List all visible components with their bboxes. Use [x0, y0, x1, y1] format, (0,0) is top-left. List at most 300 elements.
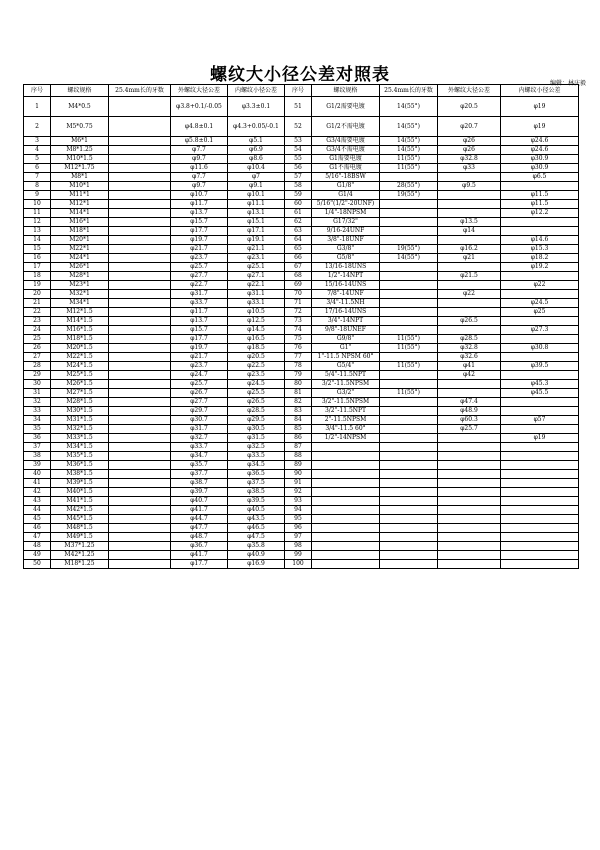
table-row [24, 299, 579, 308]
table-row [24, 524, 579, 533]
major-diameter-tolerance: φ25.7 [171, 263, 228, 272]
table-row [24, 497, 579, 506]
thread-spec: M22*1.5 [51, 353, 109, 362]
table-row [24, 155, 579, 164]
threads-per-inch [109, 218, 171, 227]
major-diameter-tolerance: φ17.7 [171, 560, 228, 569]
threads-per-inch [380, 407, 438, 416]
row-number: 94 [285, 506, 312, 515]
minor-diameter-tolerance [501, 371, 579, 380]
row-number: 36 [24, 434, 51, 443]
row-number: 22 [24, 308, 51, 317]
thread-spec [312, 533, 380, 542]
major-diameter-tolerance [438, 452, 501, 461]
row-number: 97 [285, 533, 312, 542]
thread-spec: M32*1.5 [51, 425, 109, 434]
table-row [24, 317, 579, 326]
minor-diameter-tolerance: φ25.1 [228, 263, 285, 272]
minor-diameter-tolerance [501, 515, 579, 524]
thread-spec: 3/4"-11.5NH [312, 299, 380, 308]
minor-diameter-tolerance: φ6.9 [228, 146, 285, 155]
threads-per-inch [109, 173, 171, 182]
minor-diameter-tolerance: φ10.1 [228, 191, 285, 200]
thread-spec [312, 560, 380, 569]
thread-spec: M24*1 [51, 254, 109, 263]
minor-diameter-tolerance: φ17.1 [228, 227, 285, 236]
thread-spec: M20*1 [51, 236, 109, 245]
threads-per-inch [109, 191, 171, 200]
threads-per-inch [380, 218, 438, 227]
major-diameter-tolerance: φ32.6 [438, 353, 501, 362]
table-row [24, 191, 579, 200]
threads-per-inch [109, 97, 171, 117]
row-number: 23 [24, 317, 51, 326]
row-number: 85 [285, 425, 312, 434]
major-diameter-tolerance: φ17.7 [171, 335, 228, 344]
row-number: 11 [24, 209, 51, 218]
minor-diameter-tolerance [501, 524, 579, 533]
table-row [24, 488, 579, 497]
threads-per-inch [380, 398, 438, 407]
row-number: 89 [285, 461, 312, 470]
major-diameter-tolerance: φ26 [438, 137, 501, 146]
row-number: 27 [24, 353, 51, 362]
row-number: 74 [285, 326, 312, 335]
row-number: 44 [24, 506, 51, 515]
major-diameter-tolerance: φ32.8 [438, 344, 501, 353]
major-diameter-tolerance: φ17.7 [171, 227, 228, 236]
minor-diameter-tolerance: φ25.5 [228, 389, 285, 398]
row-number: 52 [285, 117, 312, 137]
minor-diameter-tolerance: φ39.5 [228, 497, 285, 506]
row-number: 3 [24, 137, 51, 146]
thread-spec: G3/2" [312, 389, 380, 398]
minor-diameter-tolerance: φ11.1 [228, 200, 285, 209]
threads-per-inch [109, 560, 171, 569]
table-row [24, 137, 579, 146]
row-number: 13 [24, 227, 51, 236]
thread-spec: 2"-11.5NPSM [312, 416, 380, 425]
table-row [24, 164, 579, 173]
thread-spec: M20*1.5 [51, 344, 109, 353]
minor-diameter-tolerance: φ24.5 [501, 299, 579, 308]
threads-per-inch: 11(55°) [380, 389, 438, 398]
table-row [24, 272, 579, 281]
major-diameter-tolerance: φ11.6 [171, 164, 228, 173]
thread-spec: G3/4需要电镀 [312, 137, 380, 146]
threads-per-inch [109, 308, 171, 317]
minor-diameter-tolerance: φ12.2 [501, 209, 579, 218]
row-number: 92 [285, 488, 312, 497]
minor-diameter-tolerance: φ11.5 [501, 191, 579, 200]
row-number: 39 [24, 461, 51, 470]
thread-spec: G1/2不需电镀 [312, 117, 380, 137]
row-number: 69 [285, 281, 312, 290]
major-diameter-tolerance: φ11.7 [171, 200, 228, 209]
row-number: 65 [285, 245, 312, 254]
threads-per-inch: 11(55°) [380, 335, 438, 344]
threads-per-inch [380, 173, 438, 182]
thread-spec: M38*1.5 [51, 470, 109, 479]
threads-per-inch [380, 290, 438, 299]
minor-diameter-tolerance: φ33.1 [228, 299, 285, 308]
table-row [24, 290, 579, 299]
major-diameter-tolerance: φ30.7 [171, 416, 228, 425]
thread-spec: M10*1.5 [51, 155, 109, 164]
threads-per-inch [380, 542, 438, 551]
minor-diameter-tolerance: φ30.8 [501, 344, 579, 353]
thread-spec: M26*1 [51, 263, 109, 272]
major-diameter-tolerance: φ7.7 [171, 173, 228, 182]
row-number: 35 [24, 425, 51, 434]
row-number: 87 [285, 443, 312, 452]
header-cell: 内螺纹小径公差 [228, 85, 285, 97]
minor-diameter-tolerance: φ38.5 [228, 488, 285, 497]
row-number: 6 [24, 164, 51, 173]
major-diameter-tolerance [438, 299, 501, 308]
threads-per-inch [380, 515, 438, 524]
thread-spec: G1/8" [312, 182, 380, 191]
minor-diameter-tolerance: φ57 [501, 416, 579, 425]
minor-diameter-tolerance: φ3.3±0.1 [228, 97, 285, 117]
major-diameter-tolerance [438, 191, 501, 200]
thread-spec: M4*0.5 [51, 97, 109, 117]
header-cell: 内螺纹小径公差 [501, 85, 579, 97]
row-number: 4 [24, 146, 51, 155]
major-diameter-tolerance: φ27.7 [171, 398, 228, 407]
major-diameter-tolerance: φ19.7 [171, 344, 228, 353]
minor-diameter-tolerance: φ27.3 [501, 326, 579, 335]
major-diameter-tolerance [438, 515, 501, 524]
threads-per-inch [109, 434, 171, 443]
major-diameter-tolerance [438, 542, 501, 551]
threads-per-inch [109, 551, 171, 560]
major-diameter-tolerance [438, 524, 501, 533]
minor-diameter-tolerance: φ35.8 [228, 542, 285, 551]
thread-spec: M5*0.75 [51, 117, 109, 137]
major-diameter-tolerance: φ38.7 [171, 479, 228, 488]
minor-diameter-tolerance [501, 479, 579, 488]
thread-spec: G1需要电镀 [312, 155, 380, 164]
minor-diameter-tolerance: φ7 [228, 173, 285, 182]
row-number: 16 [24, 254, 51, 263]
minor-diameter-tolerance [501, 470, 579, 479]
row-number: 79 [285, 371, 312, 380]
row-number: 51 [285, 97, 312, 117]
major-diameter-tolerance: φ42 [438, 371, 501, 380]
table-row [24, 117, 579, 137]
thread-spec: 3/2"-11.5NPT [312, 407, 380, 416]
major-diameter-tolerance: φ10.7 [171, 191, 228, 200]
row-number: 91 [285, 479, 312, 488]
minor-diameter-tolerance: φ23.1 [228, 254, 285, 263]
major-diameter-tolerance: φ22 [438, 290, 501, 299]
table-row [24, 281, 579, 290]
minor-diameter-tolerance: φ22.1 [228, 281, 285, 290]
threads-per-inch [380, 263, 438, 272]
threads-per-inch [109, 200, 171, 209]
table-row [24, 254, 579, 263]
minor-diameter-tolerance: φ45.3 [501, 380, 579, 389]
minor-diameter-tolerance: φ31.5 [228, 434, 285, 443]
threads-per-inch [380, 506, 438, 515]
header-cell: 25.4mm长的牙数 [109, 85, 171, 97]
threads-per-inch [109, 533, 171, 542]
table-row [24, 380, 579, 389]
thread-spec: M35*1.5 [51, 452, 109, 461]
minor-diameter-tolerance: φ6.5 [501, 173, 579, 182]
threads-per-inch [380, 560, 438, 569]
thread-spec: M36*1.5 [51, 461, 109, 470]
threads-per-inch [109, 443, 171, 452]
minor-diameter-tolerance [501, 497, 579, 506]
threads-per-inch: 14(55°) [380, 117, 438, 137]
major-diameter-tolerance: φ13.7 [171, 209, 228, 218]
row-number: 9 [24, 191, 51, 200]
minor-diameter-tolerance: φ10.4 [228, 164, 285, 173]
major-diameter-tolerance: φ21.7 [171, 353, 228, 362]
minor-diameter-tolerance: φ43.5 [228, 515, 285, 524]
major-diameter-tolerance: φ15.7 [171, 326, 228, 335]
row-number: 38 [24, 452, 51, 461]
threads-per-inch [109, 515, 171, 524]
major-diameter-tolerance: φ27.7 [171, 272, 228, 281]
threads-per-inch [380, 533, 438, 542]
table-row [24, 443, 579, 452]
threads-per-inch [109, 461, 171, 470]
threads-per-inch [380, 470, 438, 479]
threads-per-inch [380, 227, 438, 236]
threads-per-inch [380, 317, 438, 326]
major-diameter-tolerance: φ33.7 [171, 443, 228, 452]
row-number: 73 [285, 317, 312, 326]
minor-diameter-tolerance: φ19.1 [228, 236, 285, 245]
thread-spec: M33*1.5 [51, 434, 109, 443]
table-row [24, 236, 579, 245]
row-number: 67 [285, 263, 312, 272]
threads-per-inch [380, 326, 438, 335]
major-diameter-tolerance [438, 380, 501, 389]
threads-per-inch [109, 263, 171, 272]
major-diameter-tolerance: φ20.7 [438, 117, 501, 137]
major-diameter-tolerance [438, 533, 501, 542]
major-diameter-tolerance [438, 560, 501, 569]
major-diameter-tolerance: φ40.7 [171, 497, 228, 506]
thread-spec: G5/8" [312, 254, 380, 263]
threads-per-inch [109, 182, 171, 191]
thread-spec: M10*1 [51, 182, 109, 191]
major-diameter-tolerance: φ32.8 [438, 155, 501, 164]
thread-spec: M32*1 [51, 290, 109, 299]
minor-diameter-tolerance: φ15.1 [228, 218, 285, 227]
thread-spec: 7/8"-14UNF [312, 290, 380, 299]
thread-spec: M22*1 [51, 245, 109, 254]
thread-spec: 5/16"-18BSW [312, 173, 380, 182]
threads-per-inch [109, 389, 171, 398]
threads-per-inch [380, 524, 438, 533]
row-number: 45 [24, 515, 51, 524]
threads-per-inch [380, 380, 438, 389]
threads-per-inch [109, 209, 171, 218]
thread-spec: 1"-11.5 NPSM 60° [312, 353, 380, 362]
minor-diameter-tolerance: φ19.2 [501, 263, 579, 272]
minor-diameter-tolerance [501, 533, 579, 542]
thread-spec [312, 542, 380, 551]
row-number: 8 [24, 182, 51, 191]
thread-spec: M41*1.5 [51, 497, 109, 506]
minor-diameter-tolerance: φ4.3+0.05/-0.1 [228, 117, 285, 137]
threads-per-inch: 14(55°) [380, 254, 438, 263]
major-diameter-tolerance [438, 470, 501, 479]
thread-spec: G1/4 [312, 191, 380, 200]
thread-spec [312, 506, 380, 515]
table-row [24, 245, 579, 254]
major-diameter-tolerance: φ23.7 [171, 254, 228, 263]
row-number: 55 [285, 155, 312, 164]
threads-per-inch [109, 470, 171, 479]
major-diameter-tolerance: φ9.7 [171, 182, 228, 191]
table-row [24, 308, 579, 317]
threads-per-inch: 14(55°) [380, 146, 438, 155]
major-diameter-tolerance: φ32.7 [171, 434, 228, 443]
major-diameter-tolerance: φ39.7 [171, 488, 228, 497]
major-diameter-tolerance: φ13.5 [438, 218, 501, 227]
minor-diameter-tolerance: φ5.1 [228, 137, 285, 146]
major-diameter-tolerance: φ26 [438, 146, 501, 155]
threads-per-inch [109, 407, 171, 416]
minor-diameter-tolerance: φ24.6 [501, 146, 579, 155]
thread-spec [312, 452, 380, 461]
major-diameter-tolerance: φ19.7 [171, 236, 228, 245]
major-diameter-tolerance: φ33 [438, 164, 501, 173]
thread-spec: M25*1.5 [51, 371, 109, 380]
major-diameter-tolerance [438, 434, 501, 443]
minor-diameter-tolerance [501, 560, 579, 569]
threads-per-inch: 28(55°) [380, 182, 438, 191]
major-diameter-tolerance [438, 263, 501, 272]
row-number: 31 [24, 389, 51, 398]
thread-spec [312, 515, 380, 524]
table-row [24, 200, 579, 209]
minor-diameter-tolerance [501, 353, 579, 362]
row-number: 98 [285, 542, 312, 551]
minor-diameter-tolerance: φ34.5 [228, 461, 285, 470]
minor-diameter-tolerance [501, 290, 579, 299]
thread-spec [312, 551, 380, 560]
row-number: 59 [285, 191, 312, 200]
major-diameter-tolerance: φ29.7 [171, 407, 228, 416]
row-number: 81 [285, 389, 312, 398]
header-cell: 25.4mm长的牙数 [380, 85, 438, 97]
table-row [24, 560, 579, 569]
header-cell: 序号 [285, 85, 312, 97]
threads-per-inch [109, 299, 171, 308]
threads-per-inch [109, 317, 171, 326]
table-row [24, 434, 579, 443]
major-diameter-tolerance: φ14 [438, 227, 501, 236]
major-diameter-tolerance: φ11.7 [171, 308, 228, 317]
minor-diameter-tolerance [501, 443, 579, 452]
thread-spec: 5/4"-11.5NPT [312, 371, 380, 380]
major-diameter-tolerance: φ37.7 [171, 470, 228, 479]
minor-diameter-tolerance: φ21.1 [228, 245, 285, 254]
row-number: 28 [24, 362, 51, 371]
major-diameter-tolerance: φ48.7 [171, 533, 228, 542]
table-row [24, 326, 579, 335]
thread-spec [312, 470, 380, 479]
table-row [24, 182, 579, 191]
threads-per-inch [380, 497, 438, 506]
row-number: 5 [24, 155, 51, 164]
table-row [24, 515, 579, 524]
major-diameter-tolerance: φ21.5 [438, 272, 501, 281]
thread-spec: M8*1.25 [51, 146, 109, 155]
minor-diameter-tolerance: φ8.6 [228, 155, 285, 164]
table-row [24, 461, 579, 470]
major-diameter-tolerance: φ47.7 [171, 524, 228, 533]
row-number: 26 [24, 344, 51, 353]
row-number: 86 [285, 434, 312, 443]
minor-diameter-tolerance: φ15.3 [501, 245, 579, 254]
row-number: 90 [285, 470, 312, 479]
thread-spec: M40*1.5 [51, 488, 109, 497]
minor-diameter-tolerance [501, 452, 579, 461]
threads-per-inch [380, 272, 438, 281]
thread-spec [312, 497, 380, 506]
threads-per-inch [109, 488, 171, 497]
threads-per-inch [380, 461, 438, 470]
minor-diameter-tolerance: φ9.1 [228, 182, 285, 191]
major-diameter-tolerance: φ25.7 [438, 425, 501, 434]
table-row [24, 173, 579, 182]
minor-diameter-tolerance: φ31.1 [228, 290, 285, 299]
major-diameter-tolerance [438, 497, 501, 506]
minor-diameter-tolerance: φ22.5 [228, 362, 285, 371]
minor-diameter-tolerance [501, 317, 579, 326]
threads-per-inch [109, 416, 171, 425]
row-number: 33 [24, 407, 51, 416]
major-diameter-tolerance [438, 506, 501, 515]
minor-diameter-tolerance [501, 227, 579, 236]
threads-per-inch [380, 434, 438, 443]
thread-spec: G17/32" [312, 218, 380, 227]
table-row [24, 218, 579, 227]
minor-diameter-tolerance: φ11.5 [501, 200, 579, 209]
table-row [24, 551, 579, 560]
thread-spec [312, 479, 380, 488]
table-row [24, 362, 579, 371]
threads-per-inch [109, 425, 171, 434]
thread-spec: 3/4"-14NPT [312, 317, 380, 326]
minor-diameter-tolerance: φ26.5 [228, 398, 285, 407]
thread-spec [312, 443, 380, 452]
table-row [24, 452, 579, 461]
thread-spec: M28*1 [51, 272, 109, 281]
row-number: 66 [285, 254, 312, 263]
major-diameter-tolerance: φ44.7 [171, 515, 228, 524]
row-number: 88 [285, 452, 312, 461]
major-diameter-tolerance: φ24.7 [171, 371, 228, 380]
thread-spec: 9/16-24UNF [312, 227, 380, 236]
major-diameter-tolerance: φ47.4 [438, 398, 501, 407]
header-cell: 序号 [24, 85, 51, 97]
row-number: 99 [285, 551, 312, 560]
major-diameter-tolerance [438, 173, 501, 182]
threads-per-inch [109, 479, 171, 488]
major-diameter-tolerance: φ23.7 [171, 362, 228, 371]
minor-diameter-tolerance [501, 425, 579, 434]
row-number: 18 [24, 272, 51, 281]
